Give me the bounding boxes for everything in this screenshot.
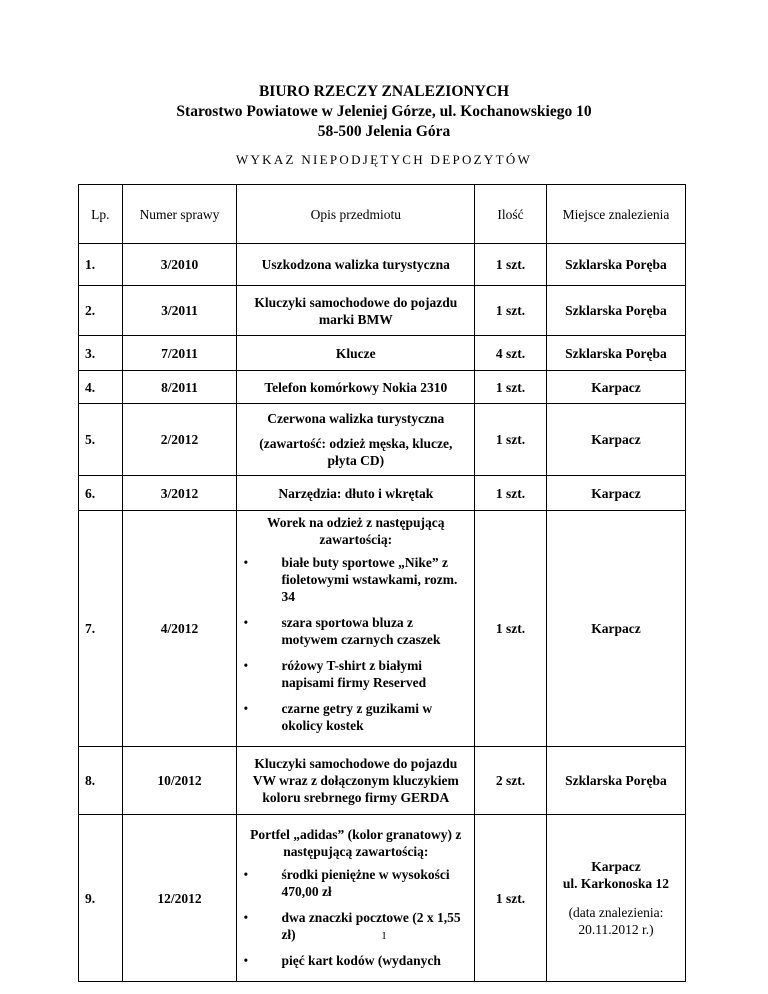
item-description: Portfel „adidas” (kolor granatowy) z następującą zawartością: [250,827,462,859]
cell-miejsce: Karpacz [546,371,685,404]
cell-opis [237,511,475,747]
table-row [79,404,686,476]
col-header-numer: Numer sprawy [122,185,237,244]
cell-lp: 1. [79,244,123,286]
cell-ilosc: 1 szt. [475,371,547,404]
cell-numer: 7/2011 [122,336,237,371]
cell-numer: 2/2012 [122,404,237,476]
cell-lp: 4. [79,371,123,404]
cell-lp: 9. [79,815,123,982]
cell-opis: Narzędzia: dłuto i wkrętak [237,476,475,511]
col-header-opis: Opis przedmiotu [237,185,475,244]
cell-miejsce: Szklarska Poręba [546,747,685,815]
deposits-table [78,184,686,982]
cell-numer: 8/2011 [122,371,237,404]
cell-miejsce: Karpacz [546,511,685,747]
cell-lp: 7. [79,511,123,747]
cell-opis [237,815,475,982]
list-item: • szara sportowa bluza z motywem czarnych czaszek [243,614,468,648]
cell-ilosc: 1 szt. [475,476,547,511]
cell-ilosc: 4 szt. [475,336,547,371]
list-item: • różowy T-shirt z białymi napisami firmy Reserved [243,657,468,691]
cell-ilosc: 1 szt. [475,404,547,476]
col-header-lp: Lp. [79,185,123,244]
cell-opis: Kluczyki samochodowe do pojazdu marki BMW [237,286,475,336]
place-name: Karpacz [591,859,641,874]
found-date-note: (data znalezienia: 20.11.2012 r.) [568,905,664,937]
col-header-miejsce: Miejsce znalezienia [546,185,685,244]
table-row [79,476,686,511]
cell-numer: 3/2011 [122,286,237,336]
place-address: ul. Karkonoska 12 [562,876,670,891]
table-row [79,511,686,747]
cell-opis: Kluczyki samochodowe do pojazdu VW wraz z dołączonym kluczykiem koloru srebrnego firmy GERDA [237,747,475,815]
cell-opis: Telefon komórkowy Nokia 2310 [237,371,475,404]
item-description: Worek na odzież z następującą zawartością: [267,515,445,547]
list-item: • środki pieniężne w wysokości 470,00 zł [243,866,468,900]
cell-lp: 5. [79,404,123,476]
cell-ilosc: 1 szt. [475,286,547,336]
cell-miejsce: Karpacz [546,476,685,511]
table-row [79,244,686,286]
cell-lp: 8. [79,747,123,815]
table-row [79,286,686,336]
contents-list [243,866,468,969]
list-item: • białe buty sportowe „Nike” z fioletowymi wstawkami, rozm. 34 [243,554,468,605]
page-number: 1 [381,930,387,942]
item-contents: (zawartość: odzież męska, klucze, płyta CD) [259,436,453,468]
cell-opis [237,404,475,476]
cell-lp: 6. [79,476,123,511]
list-item: • dwa znaczki pocztowe (2 x 1,55 zł) [243,909,468,943]
cell-opis: Uszkodzona walizka turystyczna [237,244,475,286]
cell-numer: 3/2012 [122,476,237,511]
list-item: • czarne getry z guzikami w okolicy kostek [243,700,468,734]
list-item: • pięć kart kodów (wydanych [243,952,468,969]
cell-miejsce [546,815,685,982]
header-title: BIURO RZECZY ZNALEZIONYCH [258,83,510,100]
col-header-ilosc: Ilość [475,185,547,244]
document-header [0,82,768,142]
header-city: 58-500 Jelenia Góra [317,123,451,140]
cell-ilosc: 1 szt. [475,511,547,747]
item-description: Czerwona walizka turystyczna [267,411,445,426]
header-institution: Starostwo Powiatowe w Jeleniej Górze, ul. Kochanowskiego 10 [176,103,592,120]
cell-ilosc: 2 szt. [475,747,547,815]
table-row [79,336,686,371]
table-row [79,371,686,404]
cell-miejsce: Szklarska Poręba [546,336,685,371]
table-row [79,815,686,982]
table-row [79,747,686,815]
cell-numer: 12/2012 [122,815,237,982]
cell-numer: 4/2012 [122,511,237,747]
cell-lp: 2. [79,286,123,336]
table-header-row [79,185,686,244]
list-title: WYKAZ NIEPODJĘTYCH DEPOZYTÓW [235,152,533,167]
cell-ilosc: 1 szt. [475,244,547,286]
contents-list [243,554,468,734]
cell-ilosc: 1 szt. [475,815,547,982]
cell-numer: 10/2012 [122,747,237,815]
cell-miejsce: Szklarska Poręba [546,244,685,286]
cell-lp: 3. [79,336,123,371]
cell-miejsce: Karpacz [546,404,685,476]
cell-opis: Klucze [237,336,475,371]
cell-numer: 3/2010 [122,244,237,286]
cell-miejsce: Szklarska Poręba [546,286,685,336]
